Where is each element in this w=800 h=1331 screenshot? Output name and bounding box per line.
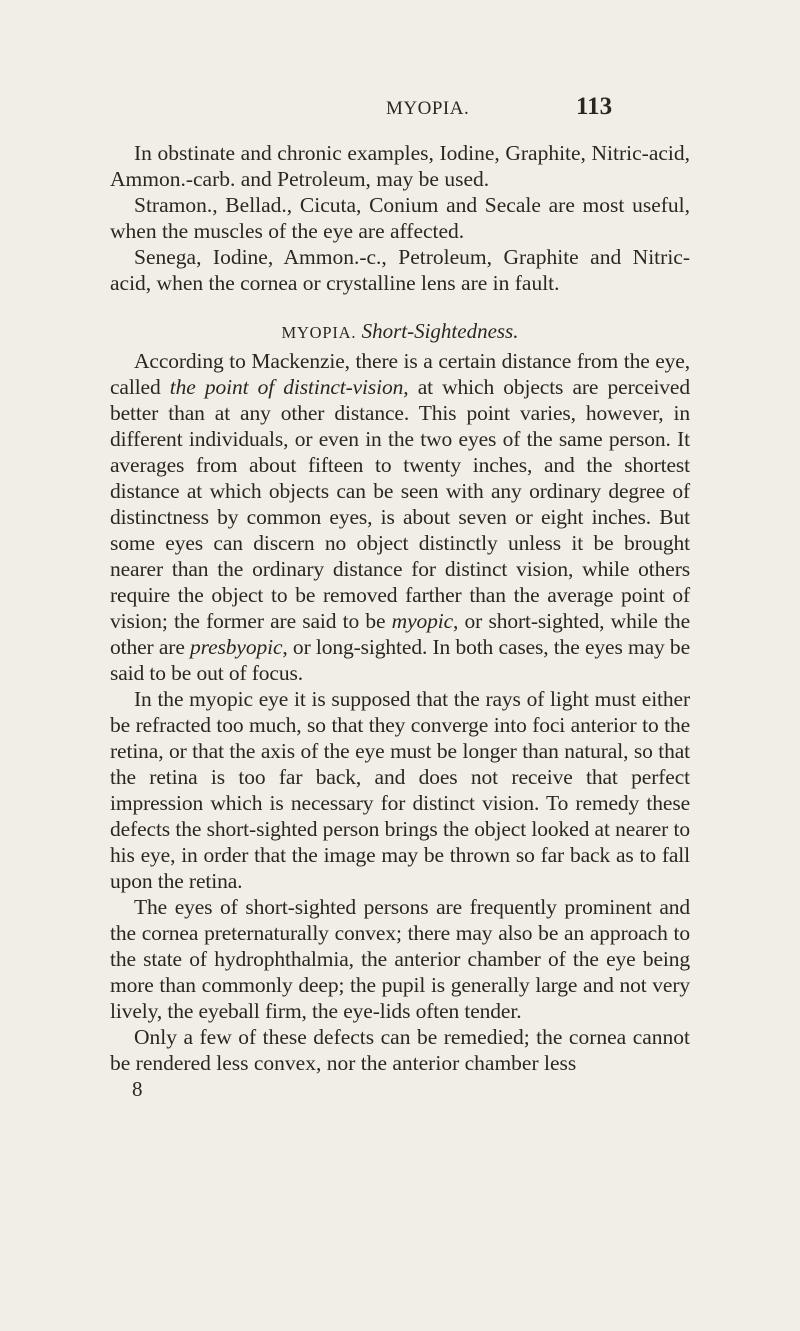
section-heading [110,318,690,346]
paragraph-myopic-eye: In the myopic eye it is supposed that the rays of light must either be refracted too much, so that they converge into foci anterior to the retina, or that the axis of the eye must be longer than natural, so that the retina is too far back, and does not receive that perfect impression which is necessary for distinct vision. To remedy these defects the short-sighted person brings the object looked at nearer to his eye, in order that the image may be thrown so far back as to fall upon the retina. [110,687,690,893]
text-run: , or long-sighted. In both cases, the eyes may be said to be out of focus. [110,635,690,685]
emphasis-myopic: myopic [391,609,454,633]
paragraph-distinct-vision [110,348,690,686]
paragraph-chronic-remedies: In obstinate and chronic examples, Iodine, Graphite, Nitric-acid, Ammon.-carb. and Petroleum, may be used. [110,141,690,191]
paragraph-short-sighted-eyes: The eyes of short-sighted persons are frequently prominent and the cornea preternaturally convex; there may also be an approach to the state of hydrophthalmia, the anterior chamber of the eye being more than commonly deep; the pupil is generally large and not very lively, the eyeball firm, the eye-lids often tender. [110,895,690,1023]
page-header [0,93,800,128]
text-run: According to Mackenzie, there is a certain distance from the eye, called [110,349,690,399]
heading-subtitle: Short-Sightedness. [361,319,519,343]
text-run: , at which objects are perceived better than at any other distance. This point varies, however, in different individuals, or even in the two eyes of the same person. It averages from about fifteen to twenty inches, and the shortest distance at which objects can be seen with any ordinary degree of distinctness by common eyes, is about seven or eight inches. But some eyes can discern no object distinctly unless it be brought nearer than the ordinary distance for distinct vision, while others require the object to be removed farther than the average point of vision; the former are said to be [110,375,690,633]
body-text [110,140,690,1102]
heading-title: MYOPIA. [281,323,357,342]
emphasis-presbyopic: presbyopic [190,635,283,659]
page-number: 113 [576,93,613,120]
running-head: MYOPIA. [386,98,470,119]
paragraph-muscle-remedies: Stramon., Bellad., Cicuta, Conium and Secale are most useful, when the muscles of the eye are affected. [110,193,690,243]
paragraph-remedied-defects: Only a few of these defects can be remedied; the cornea cannot be rendered less convex, nor the anterior chamber less [110,1025,690,1075]
paragraph-cornea-remedies: Senega, Iodine, Ammon.-c., Petroleum, Graphite and Nitric-acid, when the cornea or crystalline lens are in fault. [110,245,690,295]
text-run: , or short-sighted, while the other are [110,609,690,659]
signature-mark: 8 [132,1077,143,1101]
emphasis-point-of-vision: the point of distinct-vision [169,375,404,399]
